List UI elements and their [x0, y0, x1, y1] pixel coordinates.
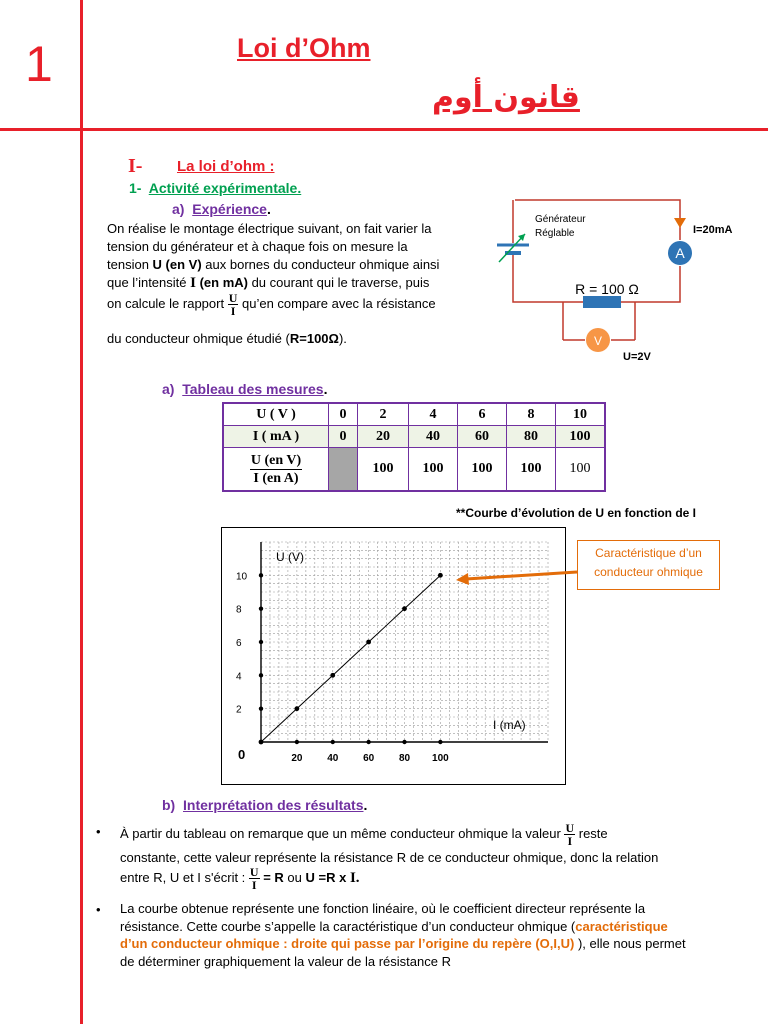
annotation-arrow-head: [456, 573, 469, 585]
bullet-2-line-2: [120, 918, 730, 936]
text-span-bold: U =R x: [305, 869, 350, 885]
bullet-2-line-4: de déterminer graphiquement la valeur de la résistance R: [120, 954, 451, 969]
activity-label: Activité expérimentale.: [148, 180, 302, 196]
circuit-diagram: [485, 190, 750, 370]
table-cell-empty: [329, 448, 358, 492]
text-span: entre R, U et I s'écrit :: [120, 869, 249, 885]
voltage-label: U=2V: [623, 351, 651, 363]
generator-label-1: Générateur: [535, 214, 586, 225]
text-span: tension: [107, 257, 153, 272]
experience-line-3: [107, 256, 439, 274]
resistor-icon: [583, 296, 621, 308]
table-heading-label: Tableau des mesures: [182, 381, 324, 397]
table-cell: 6: [458, 403, 507, 426]
text-span-bold: = R: [259, 869, 284, 885]
data-point: [402, 606, 407, 611]
y-axis-dot: [259, 673, 263, 677]
curve-title: **Courbe d’évolution de U en fonction de I: [456, 506, 697, 520]
ratio-label-fraction: [250, 452, 302, 487]
table-cell: 0: [329, 426, 358, 448]
x-axis-dot: [438, 740, 442, 744]
fraction-numerator: U: [249, 865, 259, 879]
table-cell: 10: [556, 403, 606, 426]
text-span: du courant qui le traverse, puis: [247, 275, 430, 290]
y-tick-label: 10: [236, 571, 248, 583]
header-line-horizontal: [0, 128, 768, 131]
y-axis-dot: [259, 606, 263, 610]
table-cell: 100: [409, 448, 458, 492]
page-title-arabic: قانون أوم: [432, 80, 580, 115]
table-cell: 100: [507, 448, 556, 492]
table-cell: 80: [507, 426, 556, 448]
activity-heading: [129, 180, 301, 196]
table-cell: 2: [358, 403, 409, 426]
x-axis-dot: [331, 740, 335, 744]
annotation-line-1: Caractéristique d’un: [595, 546, 702, 560]
y-axis-label: U (V): [276, 550, 304, 564]
table-cell: 60: [458, 426, 507, 448]
x-axis-dot: [366, 740, 370, 744]
interpretation-letter: b): [162, 797, 176, 813]
activity-number: 1-: [129, 180, 142, 196]
text-span-bold: U (en V): [152, 257, 202, 272]
ratio-fraction: [249, 866, 260, 891]
curve-annotation: [577, 540, 720, 590]
text-span: ).: [338, 331, 347, 346]
experience-letter: a): [172, 201, 185, 217]
data-point: [330, 673, 335, 678]
bullet-1-line-2: constante, cette valeur représente la résistance R de ce conducteur ohmique, donc la relation: [120, 850, 659, 865]
bullet-2-line-3: [120, 935, 730, 953]
text-span: À partir du tableau on remarque que un même conducteur ohmique la valeur: [120, 825, 565, 841]
data-point: [438, 573, 443, 578]
table-cell: 8: [507, 403, 556, 426]
voltmeter-label: V: [593, 334, 603, 348]
bullet-1-line-3: [120, 866, 730, 891]
text-span-bold: I.: [349, 869, 360, 886]
bullet-mark: •: [96, 902, 101, 917]
data-point: [294, 706, 299, 711]
table-cell: 100: [358, 448, 409, 492]
annotation-arrow: [450, 560, 580, 590]
experience-line-2: tension du générateur et à chaque fois on mesure la: [107, 239, 408, 254]
fraction-denominator: I: [230, 304, 236, 318]
table-cell-ratio-label: [223, 448, 329, 492]
page-number: 1: [25, 36, 53, 92]
x-tick-label: 60: [363, 753, 375, 764]
section-number: I-: [128, 155, 143, 177]
ratio-fraction: [228, 292, 239, 317]
table-cell: 100: [556, 448, 606, 492]
x-axis-label: I (mA): [493, 718, 526, 732]
experience-label: Expérience: [192, 201, 267, 217]
x-axis-dot: [295, 740, 299, 744]
y-tick-label: 2: [236, 704, 242, 716]
fraction-numerator: U: [565, 821, 575, 835]
text-span-bold: R=100Ω: [289, 331, 339, 346]
fraction-numerator: U: [228, 291, 238, 305]
ratio-fraction: [564, 822, 575, 847]
table-cell: 100: [458, 448, 507, 492]
table-heading-dot: .: [323, 381, 328, 397]
annotation-arrow-line: [466, 572, 577, 579]
y-axis-dot: [259, 706, 263, 710]
bullet-mark: •: [96, 824, 101, 839]
table-row: [223, 403, 605, 426]
table-cell: 40: [409, 426, 458, 448]
x-tick-label: 40: [327, 753, 339, 764]
x-tick-label: 20: [291, 753, 303, 764]
table-heading-letter: a): [162, 381, 175, 397]
origin-label: 0: [238, 747, 246, 762]
interpretation-label: Interprétation des résultats: [183, 797, 364, 813]
x-tick-label: 80: [398, 753, 411, 764]
measurement-table: [222, 402, 606, 492]
table-cell: 0: [329, 403, 358, 426]
resistor-label: R = 100 Ω: [575, 281, 639, 297]
text-span: on calcule le rapport: [107, 295, 228, 311]
table-cell: U ( V ): [223, 403, 329, 426]
x-tick-label: 100: [432, 753, 449, 764]
text-span: ), elle nous permet: [574, 936, 686, 951]
table-row: [223, 426, 605, 448]
experience-heading: [172, 201, 271, 217]
ammeter-label: A: [675, 245, 685, 261]
page-title: Loi d’Ohm: [237, 33, 371, 63]
x-axis-dot: [402, 740, 406, 744]
data-point: [259, 740, 264, 745]
generator-label-2: Réglable: [535, 228, 575, 239]
experience-dot: .: [266, 201, 271, 217]
y-axis-dot: [259, 573, 263, 577]
text-span-orange: d’un conducteur ohmique : droite qui passe par l’origine du repère (O,I,U): [120, 936, 575, 951]
text-span: résistance. Cette courbe s’appelle la caractéristique d’un conducteur ohmique (: [120, 919, 576, 934]
fraction-numerator: U (en V): [250, 452, 302, 468]
table-cell: 100: [556, 426, 606, 448]
bullet-1-line-1: [120, 822, 730, 847]
fraction-denominator: I: [251, 878, 257, 892]
text-span-bold: I: [190, 275, 196, 291]
bullet-2-line-1: La courbe obtenue représente une fonction linéaire, où le coefficient directeur représente la: [120, 901, 646, 916]
y-tick-label: 6: [236, 638, 242, 649]
experience-line-1: On réalise le montage électrique suivant, on fait varier la: [107, 221, 432, 236]
text-span: reste: [578, 825, 608, 841]
y-tick-label: 4: [236, 671, 242, 683]
text-span-orange: caractéristique: [575, 919, 668, 934]
table-heading: [162, 381, 328, 397]
text-span: aux bornes du conducteur ohmique ainsi: [201, 257, 440, 272]
table-cell: 20: [358, 426, 409, 448]
experience-line-5: [107, 292, 436, 317]
fraction-denominator: I: [567, 834, 573, 848]
text-span: du conducteur ohmique étudié (: [107, 331, 290, 346]
experience-line-4: [107, 274, 429, 292]
y-tick-label: 8: [236, 604, 242, 616]
y-axis-dot: [259, 640, 263, 644]
text-span: que l’intensité: [107, 275, 191, 290]
experience-line-6: [107, 330, 347, 348]
margin-line-vertical: [80, 0, 83, 1024]
text-span: qu’en compare avec la résistance: [241, 295, 436, 311]
text-span: ou: [283, 869, 306, 885]
annotation-line-2: conducteur ohmique: [594, 565, 703, 579]
section-title: La loi d’ohm :: [177, 158, 275, 175]
table-row: [223, 448, 605, 492]
table-cell: I ( mA ): [223, 426, 329, 448]
text-span-bold: (en mA): [195, 275, 248, 290]
interpretation-dot: .: [363, 797, 368, 813]
current-label: I=20mA: [693, 224, 733, 236]
current-arrow-icon: [674, 218, 686, 228]
data-point: [366, 640, 371, 645]
table-cell: 4: [409, 403, 458, 426]
interpretation-heading: [162, 797, 367, 813]
fraction-denominator: I (en A): [253, 470, 299, 486]
